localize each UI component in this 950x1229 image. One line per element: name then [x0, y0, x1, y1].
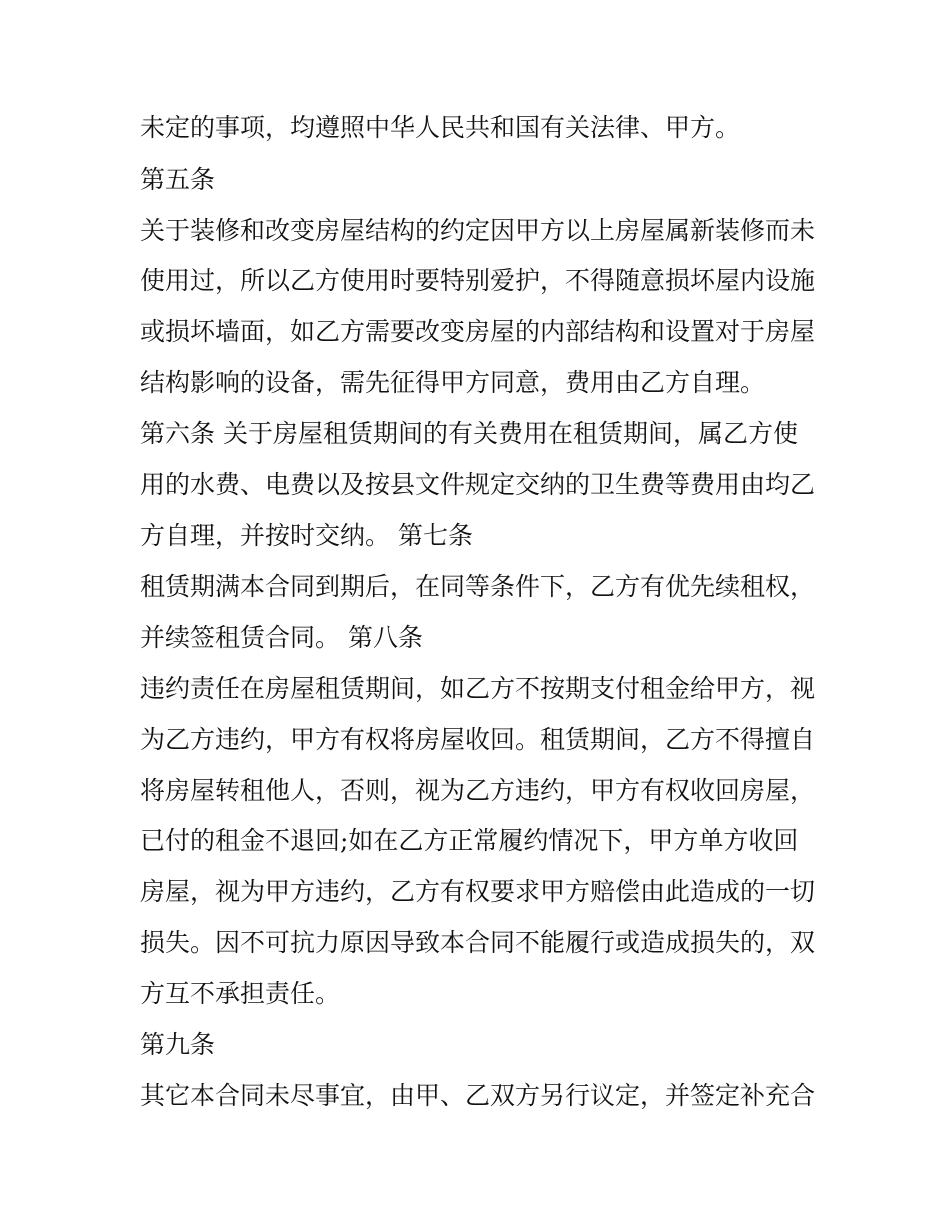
text-line: 损失。因不可抗力原因导致本合同不能履行或造成损失的，双	[140, 928, 816, 957]
text-line: 未定的事项，均遵照中华人民共和国有关法律、甲方。	[140, 113, 741, 142]
text-line: 第六条 关于房屋租赁期间的有关费用在租赁期间，属乙方使	[140, 419, 798, 448]
text-line: 使用过，所以乙方使用时要特别爱护，不得随意损坏屋内设施	[140, 266, 816, 295]
text-line: 违约责任在房屋租赁期间，如乙方不按期支付租金给甲方，视	[140, 674, 816, 703]
text-line: 关于装修和改变房屋结构的约定因甲方以上房屋属新装修而未	[140, 216, 816, 245]
text-line: 将房屋转租他人，否则，视为乙方违约，甲方有权收回房屋，	[140, 776, 816, 805]
text-line: 并续签租赁合同。 第八条	[140, 623, 423, 652]
text-line: 租赁期满本合同到期后，在同等条件下，乙方有优先续租权，	[140, 572, 816, 601]
text-line: 或损坏墙面，如乙方需要改变房屋的内部结构和设置对于房屋	[140, 317, 816, 346]
text-line: 已付的租金不退回;如在乙方正常履约情况下，甲方单方收回	[140, 826, 799, 855]
text-line: 用的水费、电费以及按县文件规定交纳的卫生费等费用由均乙	[140, 470, 816, 499]
article-heading: 第九条	[140, 1030, 216, 1059]
article-heading: 第五条	[140, 165, 216, 194]
text-line: 方自理，并按时交纳。 第七条	[140, 521, 473, 550]
text-line: 方互不承担责任。	[140, 979, 341, 1008]
text-line: 结构影响的设备，需先征得甲方同意，费用由乙方自理。	[140, 368, 766, 397]
text-line: 为乙方违约，甲方有权将房屋收回。租赁期间，乙方不得擅自	[140, 725, 816, 754]
text-line: 房屋，视为甲方违约，乙方有权要求甲方赔偿由此造成的一切	[140, 877, 816, 906]
text-line: 其它本合同未尽事宜，由甲、乙双方另行议定，并签定补充合	[140, 1081, 816, 1110]
